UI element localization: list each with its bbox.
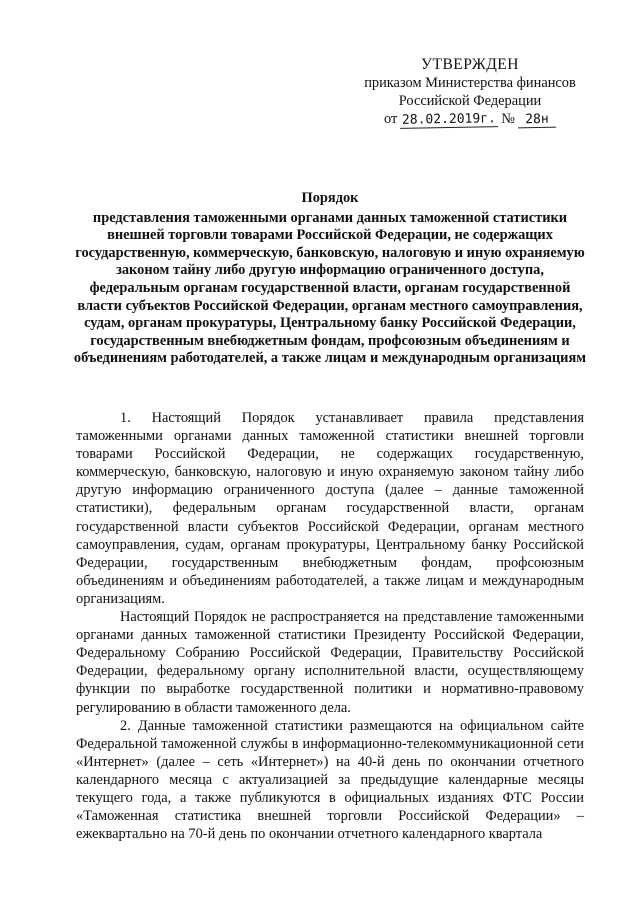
- document-body: [76, 409, 584, 843]
- approved-label: УТВЕРЖДЕН: [421, 56, 519, 73]
- approval-ministry-line: Российской Федерации: [398, 93, 542, 109]
- title-text: представления таможенными органами данных таможенной статистики внешней торговли товарами Российской Федерации, не содержащих государственную, коммерческую, банковскую, налоговую и иную охраняемую законом тайну либо другую информацию ограниченного доступа, федеральным органам государственной власти, органам государственной власти субъектов Российской Федерации, органам местного самоуправления, судам, органам прокуратуры, Центральному банку Российской Федерации, государственным внебюджетным фондам, профсоюзным объединениям и объединениям работодателей, а также лицам и международным организациям: [73, 209, 587, 367]
- number-label: №: [501, 111, 515, 127]
- title-heading: Порядок: [301, 190, 359, 206]
- from-label: от: [384, 111, 398, 127]
- paragraph-2: Настоящий Порядок не распространяется на представление таможенными органами данных таможенной статистики Президенту Российской Федерации, Федеральному Собранию Российской Федерации, Правительству Российской Федерации, федеральному органу исполнительной власти, осуществляющему функции по выработке государственной политики и нормативно-правовому регулированию в области таможенного дела.: [76, 609, 584, 716]
- approval-order-line: приказом Министерства финансов: [364, 75, 576, 91]
- order-number: 28н: [518, 112, 556, 129]
- approval-date-line: [360, 110, 580, 128]
- document-title: [70, 190, 590, 368]
- order-date: 28.02.2019г.: [400, 111, 498, 129]
- paragraph-1: 1. Настоящий Порядок устанавливает правила представления таможенными органами данных таможенной статистики внешней торговли товарами Российской Федерации, не содержащих государственную, коммерческую, банковскую, налоговую и иную охраняемую законом тайну либо другую информацию ограниченного доступа (далее – данные таможенной статистики), федеральным органам государственной власти, органам государственной власти субъектов Российской Федерации, органам местного самоуправления, судам, органам прокуратуры, Центральному банку Российской Федерации, государственным внебюджетным фондам, профсоюзным объединениям и объединениям работодателей, а также лицам и международным организациям.: [76, 410, 584, 607]
- approval-stamp: [360, 56, 580, 128]
- paragraph-3: 2. Данные таможенной статистики размещаются на официальном сайте Федеральной таможенной службы в информационно-телекоммуникационной сети «Интернет» (далее – сеть «Интернет») на 40-й день по окончании отчетного календарного месяца с актуализацией за предыдущие календарные месяцы текущего года, а также публикуются в официальных изданиях ФТС России «Таможенная статистика внешней торговли Российской Федерации» – ежеквартально на 70-й день по окончании отчетного календарного квартала: [76, 717, 584, 843]
